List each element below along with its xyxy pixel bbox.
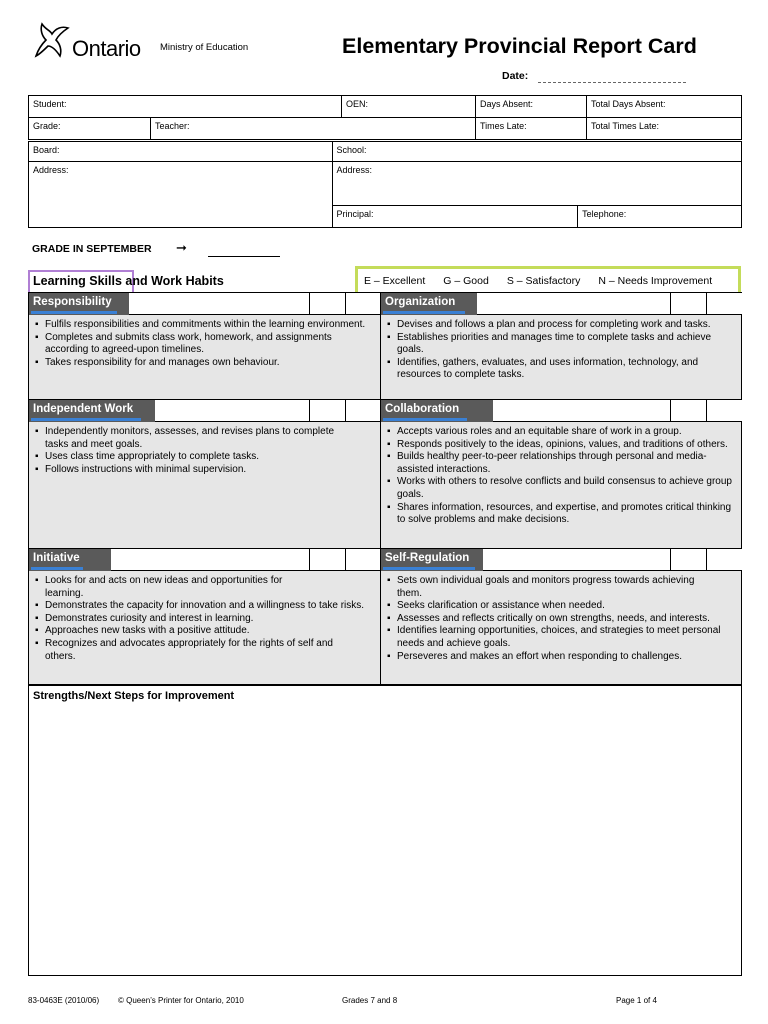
skill-items (35, 426, 335, 476)
list-item: ▪ Assesses and reflects critically on own strengths, needs, and interests. (387, 613, 733, 626)
total-times-late-field[interactable]: Total Times Late: (587, 118, 742, 140)
list-item: ▪ Uses class time appropriately to complete tasks. (35, 451, 335, 464)
list-item: ▪ Devises and follows a plan and process for completing work and tasks. (387, 319, 733, 332)
legend-satisfactory: S – Satisfactory (506, 275, 581, 287)
copyright: © Queen’s Printer for Ontario, 2010 (118, 996, 244, 1005)
total-days-absent-field[interactable]: Total Days Absent: (587, 96, 742, 118)
skill-cell-organization (380, 292, 742, 400)
principal-field[interactable]: Principal: (332, 206, 578, 228)
page-title: Elementary Provincial Report Card (342, 34, 697, 58)
list-item: ▪ Perseveres and makes an effort when responding to challenges. (387, 651, 733, 664)
grade-field[interactable]: Grade: (29, 118, 151, 140)
strengths-next-steps-box[interactable] (28, 685, 742, 976)
legend-good: G – Good (443, 275, 489, 287)
skill-title: Collaboration (381, 400, 493, 422)
school-field[interactable]: School: (332, 142, 741, 162)
board-field[interactable]: Board: (29, 142, 333, 162)
list-item: ▪ Responds positively to the ideas, opinions, values, and traditions of others. (387, 439, 739, 452)
right-arrow-icon: ➞ (176, 240, 187, 255)
skill-title: Self-Regulation (381, 549, 483, 571)
list-item: ▪ Identifies, gathers, evaluates, and uses information, technology, and resources to complete tasks. (387, 357, 733, 382)
student-info-table (28, 95, 742, 140)
list-item: ▪ Looks for and acts on new ideas and opportunities for learning. (35, 575, 307, 600)
list-item: ▪ Establishes priorities and manages time to complete tasks and achieve goals. (387, 332, 733, 357)
skill-title: Responsibility (29, 293, 129, 315)
skill-items (387, 426, 739, 527)
legend-needs-improvement: N – Needs Improvement (598, 275, 713, 287)
oen-field[interactable]: OEN: (342, 96, 476, 118)
rating-box-term2[interactable] (345, 400, 381, 422)
report-header (28, 18, 742, 90)
skill-cell-independent-work (28, 399, 381, 549)
page-number: Page 1 of 4 (616, 996, 657, 1005)
date-label: Date: (502, 70, 529, 82)
logo-text: Ontario (72, 36, 141, 61)
list-item: ▪ Independently monitors, assesses, and revises plans to complete tasks and meet goals. (35, 426, 335, 451)
skill-cell-responsibility (28, 292, 381, 400)
list-item: ▪ Completes and submits class work, homework, and assignments according to agreed-upon timelines. (35, 332, 375, 357)
skill-cell-collaboration (380, 399, 742, 549)
days-absent-field[interactable]: Days Absent: (476, 96, 587, 118)
list-item: ▪ Recognizes and advocates appropriately for the rights of self and others. (35, 638, 355, 663)
legend-excellent: E – Excellent (364, 275, 426, 287)
list-item: ▪ Follows instructions with minimal supervision. (35, 464, 335, 477)
list-item: ▪ Identifies learning opportunities, choices, and strategies to meet personal needs and achieve goals. (387, 625, 733, 650)
skill-title: Initiative (29, 549, 111, 571)
rating-box-term1[interactable] (309, 400, 345, 422)
list-item: ▪ Demonstrates curiosity and interest in learning. (35, 613, 379, 626)
rating-box-term1[interactable] (670, 400, 706, 422)
rating-box-term1[interactable] (309, 549, 345, 571)
rating-box-term2[interactable] (706, 549, 742, 571)
skill-items (35, 319, 375, 369)
list-item: ▪ Demonstrates the capacity for innovation and a willingness to take risks. (35, 600, 379, 613)
ministry-label: Ministry of Education (160, 42, 249, 53)
learning-skills-title: Learning Skills and Work Habits (33, 274, 224, 288)
telephone-field[interactable]: Telephone: (578, 206, 742, 228)
list-item: ▪ Approaches new tasks with a positive attitude. (35, 625, 379, 638)
rating-box-term1[interactable] (309, 293, 345, 315)
student-field[interactable]: Student: (29, 96, 342, 118)
rating-box-term1[interactable] (670, 293, 706, 315)
trillium-logo-icon (32, 20, 72, 60)
grade-in-september-label: GRADE IN SEPTEMBER (32, 243, 152, 255)
skill-items (35, 575, 379, 663)
list-item: ▪ Fulfils responsibilities and commitments within the learning environment. (35, 319, 375, 332)
school-info-table (28, 141, 742, 228)
skill-cell-initiative (28, 548, 381, 685)
teacher-field[interactable]: Teacher: (151, 118, 476, 140)
skill-cell-self-regulation (380, 548, 742, 685)
list-item: ▪ Builds healthy peer-to-peer relationships through personal and media-assisted interactions. (387, 451, 739, 476)
rating-box-term2[interactable] (706, 293, 742, 315)
list-item: ▪ Takes responsibility for and manages own behaviour. (35, 357, 375, 370)
list-item: ▪ Sets own individual goals and monitors progress towards achieving them. (387, 575, 697, 600)
strengths-title: Strengths/Next Steps for Improvement (33, 690, 235, 702)
rating-box-term2[interactable] (345, 293, 381, 315)
list-item: ▪ Works with others to resolve conflicts and build consensus to achieve group goals. (387, 476, 739, 501)
rating-box-term2[interactable] (706, 400, 742, 422)
skill-items (387, 575, 733, 663)
list-item: ▪ Seeks clarification or assistance when needed. (387, 600, 733, 613)
skill-title: Organization (381, 293, 477, 315)
times-late-field[interactable]: Times Late: (476, 118, 587, 140)
form-id: 83-0463E (2010/06) (28, 996, 100, 1005)
ontario-logo (32, 20, 152, 64)
skill-title: Independent Work (29, 400, 155, 422)
skill-items (387, 319, 733, 382)
grade-in-september-field[interactable] (208, 256, 280, 257)
school-address-field[interactable]: Address: (332, 162, 741, 206)
date-field[interactable] (538, 82, 686, 83)
list-item: ▪ Shares information, resources, and expertise, and promotes critical thinking to solve problems and make decisions. (387, 502, 739, 527)
board-address-field[interactable]: Address: (29, 162, 333, 228)
rating-box-term1[interactable] (670, 549, 706, 571)
list-item: ▪ Accepts various roles and an equitable share of work in a group. (387, 426, 739, 439)
grades-label: Grades 7 and 8 (342, 996, 398, 1005)
rating-box-term2[interactable] (345, 549, 381, 571)
